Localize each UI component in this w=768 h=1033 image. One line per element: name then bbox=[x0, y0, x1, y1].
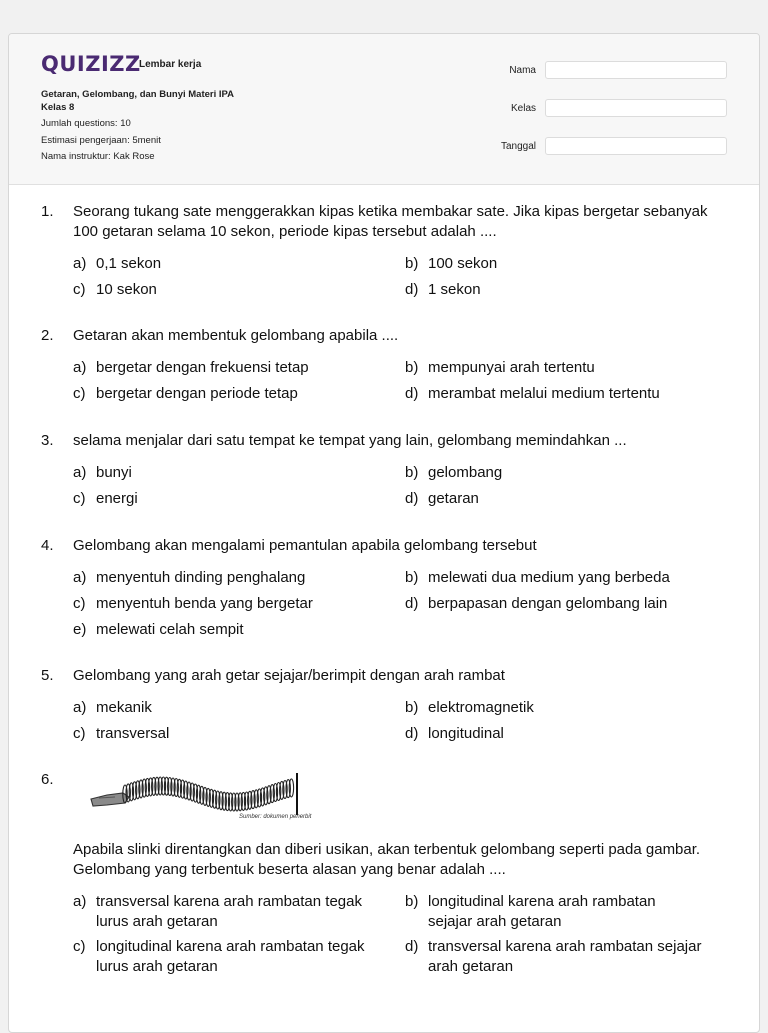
option-letter: a) bbox=[73, 359, 87, 376]
option-text: melewati celah sempit bbox=[96, 621, 244, 638]
option-text: gelombang bbox=[428, 464, 503, 481]
name-field-label: Nama bbox=[509, 65, 536, 76]
option-text: transversal karena arah rambatan sejajar arah getaran bbox=[428, 938, 702, 975]
date-field-label: Tanggal bbox=[500, 141, 536, 152]
option-letter: b) bbox=[405, 699, 419, 716]
worksheet bbox=[8, 33, 760, 1033]
option-text: energi bbox=[96, 490, 138, 507]
sheet-type: Lembar kerja bbox=[139, 59, 202, 70]
option-letter: d) bbox=[405, 385, 419, 402]
question-number: 2. bbox=[41, 327, 54, 344]
option-d[interactable] bbox=[405, 937, 725, 977]
option-text: 100 sekon bbox=[428, 255, 498, 272]
option-letter: c) bbox=[73, 490, 86, 507]
option-letter: b) bbox=[405, 464, 419, 481]
option-c[interactable] bbox=[73, 937, 393, 977]
class-field[interactable] bbox=[545, 99, 727, 117]
option-letter: d) bbox=[405, 725, 419, 742]
option-text: merambat melalui medium tertentu bbox=[428, 385, 660, 402]
question-text: Gelombang yang arah getar sejajar/berimpit dengan arah rambat bbox=[73, 667, 505, 684]
option-text: menyentuh dinding penghalang bbox=[96, 569, 306, 586]
question-count: Jumlah questions: 10 bbox=[41, 118, 131, 129]
worksheet-header bbox=[9, 34, 759, 185]
time-estimate: Estimasi pengerjaan: 5menit bbox=[41, 135, 161, 146]
option-d[interactable] bbox=[405, 724, 725, 744]
option-d[interactable] bbox=[405, 594, 725, 614]
option-a[interactable] bbox=[73, 358, 393, 378]
option-text: menyentuh benda yang bergetar bbox=[96, 595, 313, 612]
option-text: melewati dua medium yang berbeda bbox=[428, 569, 670, 586]
option-letter: a) bbox=[73, 699, 87, 716]
name-field[interactable] bbox=[545, 61, 727, 79]
option-letter: a) bbox=[73, 255, 87, 272]
option-letter: b) bbox=[405, 569, 419, 586]
option-text: getaran bbox=[428, 490, 479, 507]
option-letter: c) bbox=[73, 938, 86, 955]
option-letter: d) bbox=[405, 281, 419, 298]
option-b[interactable] bbox=[405, 568, 725, 588]
option-letter: d) bbox=[405, 938, 419, 955]
option-a[interactable] bbox=[73, 698, 393, 718]
question-text: Apabila slinki direntangkan dan diberi usikan, akan terbentuk gelombang seperti pada gambar. Gelombang yang terbentuk beserta alasan yang benar adalah .... bbox=[73, 841, 701, 878]
question-number: 1. bbox=[41, 203, 54, 220]
option-letter: b) bbox=[405, 359, 419, 376]
option-text: bergetar dengan frekuensi tetap bbox=[96, 359, 309, 376]
option-b[interactable] bbox=[405, 358, 725, 378]
option-letter: b) bbox=[405, 255, 419, 272]
option-c[interactable] bbox=[73, 724, 393, 744]
option-text: longitudinal bbox=[428, 725, 504, 742]
option-letter: c) bbox=[73, 281, 86, 298]
option-letter: a) bbox=[73, 569, 87, 586]
option-c[interactable] bbox=[73, 280, 393, 300]
option-text: berpapasan dengan gelombang lain bbox=[428, 595, 668, 612]
option-text: 10 sekon bbox=[96, 281, 157, 298]
option-a[interactable] bbox=[73, 892, 393, 932]
grade-label: Kelas 8 bbox=[41, 102, 75, 113]
date-field[interactable] bbox=[545, 137, 727, 155]
option-b[interactable] bbox=[405, 254, 725, 274]
class-field-label: Kelas bbox=[510, 103, 536, 114]
question-text: Gelombang akan mengalami pemantulan apabila gelombang tersebut bbox=[73, 537, 537, 554]
option-c[interactable] bbox=[73, 489, 393, 509]
option-d[interactable] bbox=[405, 384, 725, 404]
option-text: 1 sekon bbox=[428, 281, 481, 298]
option-b[interactable] bbox=[405, 892, 725, 932]
option-letter: c) bbox=[73, 725, 86, 742]
option-letter: b) bbox=[405, 893, 419, 910]
option-a[interactable] bbox=[73, 568, 393, 588]
quizizz-logo: QUIZIZZ bbox=[41, 52, 141, 76]
option-text: transversal bbox=[96, 725, 170, 742]
option-d[interactable] bbox=[405, 280, 725, 300]
question-number: 4. bbox=[41, 537, 54, 554]
option-text: longitudinal karena arah rambatan tegak lurus arah getaran bbox=[96, 938, 365, 975]
option-text: longitudinal karena arah rambatan sejajar arah getaran bbox=[428, 893, 656, 930]
option-text: bunyi bbox=[96, 464, 132, 481]
option-letter: d) bbox=[405, 595, 419, 612]
question-text: selama menjalar dari satu tempat ke tempat yang lain, gelombang memindahkan ... bbox=[73, 432, 627, 449]
question-number: 3. bbox=[41, 432, 54, 449]
option-text: transversal karena arah rambatan tegak lurus arah getaran bbox=[96, 893, 362, 930]
option-a[interactable] bbox=[73, 463, 393, 483]
question-number: 5. bbox=[41, 667, 54, 684]
option-e[interactable] bbox=[73, 620, 393, 640]
option-text: mekanik bbox=[96, 699, 152, 716]
option-letter: d) bbox=[405, 490, 419, 507]
question-text: Seorang tukang sate menggerakkan kipas ketika membakar sate. Jika kipas bergetar sebanyak 100 getaran selama 10 sekon, periode kipas tersebut adalah .... bbox=[73, 203, 708, 240]
option-c[interactable] bbox=[73, 384, 393, 404]
option-letter: c) bbox=[73, 385, 86, 402]
option-d[interactable] bbox=[405, 489, 725, 509]
option-letter: e) bbox=[73, 621, 87, 638]
worksheet-title: Getaran, Gelombang, dan Bunyi Materi IPA bbox=[41, 89, 235, 100]
option-c[interactable] bbox=[73, 594, 393, 614]
figure-caption: Sumber: dokumen penerbit bbox=[239, 814, 312, 820]
instructor-name: Nama instruktur: Kak Rose bbox=[41, 151, 155, 162]
option-letter: a) bbox=[73, 893, 87, 910]
option-text: 0,1 sekon bbox=[96, 255, 162, 272]
option-text: bergetar dengan periode tetap bbox=[96, 385, 298, 402]
option-letter: c) bbox=[73, 595, 86, 612]
option-b[interactable] bbox=[405, 463, 725, 483]
question-6-number: 6. bbox=[41, 771, 54, 788]
option-text: elektromagnetik bbox=[428, 699, 534, 716]
option-letter: a) bbox=[73, 464, 87, 481]
option-text: mempunyai arah tertentu bbox=[428, 359, 595, 376]
question-text: Getaran akan membentuk gelombang apabila .... bbox=[73, 327, 399, 344]
option-a[interactable] bbox=[73, 254, 393, 274]
option-b[interactable] bbox=[405, 698, 725, 718]
